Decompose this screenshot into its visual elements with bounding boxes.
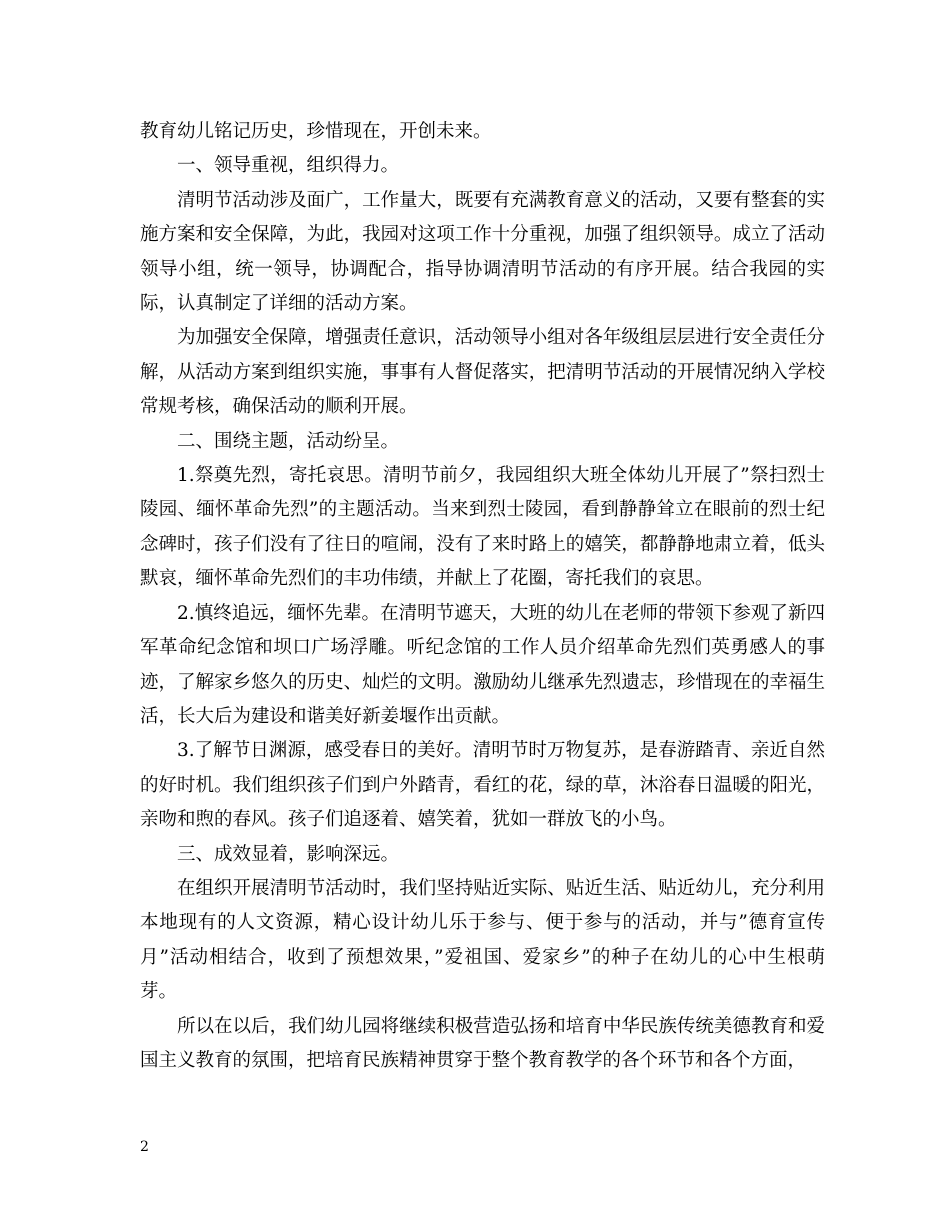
section-heading-1: 一、领导重视，组织得力。 (177, 155, 400, 177)
document-body (140, 115, 825, 1078)
paragraph-item-1: 1.祭奠先烈，寄托哀思。清明节前夕，我园组织大班全体幼儿开展了”祭扫烈士陵园、缅怀革命先烈”的主题活动。当来到烈士陵园，看到静静耸立在眼前的烈士纪念碑时，孩子们没有了往日的喧闹，没有了来时路上的嬉笑，都静静地肃立着，低头默哀，缅怀革命先烈们的丰功伟绩，并献上了花圈，寄托我们的哀思。 (140, 465, 825, 590)
paragraph-intro-closing: 教育幼儿铭记历史，珍惜现在，开创未来。 (140, 121, 492, 142)
paragraph-item-2: 2.慎终追远，缅怀先辈。在清明节遮天，大班的幼儿在老师的带领下参观了新四军革命纪念馆和坝口广场浮雕。听纪念馆的工作人员介绍革命先烈们英勇感人的事迹，了解家乡悠久的历史、灿烂的文明。激励幼儿继承先烈遗志，珍惜现在的幸福生活，长大后为建设和谐美好新姜堰作出贡献。 (140, 602, 825, 727)
section-heading-2: 二、围绕主题，活动纷呈。 (177, 430, 400, 452)
page-number: 2 (140, 1139, 149, 1155)
paragraph-organization: 清明节活动涉及面广，工作量大，既要有充满教育意义的活动，又要有整套的实施方案和安全保障，为此，我园对这项工作十分重视，加强了组织领导。成立了活动领导小组，统一领导，协调配合，指导协调清明节活动的有序开展。结合我园的实际，认真制定了详细的活动方案。 (140, 189, 825, 315)
paragraph-item-3: 3.了解节日渊源，感受春日的美好。清明节时万物复苏，是春游踏青、亲近自然的好时机。我们组织孩子们到户外踏青，看红的花，绿的草，沐浴春日温暖的阳光，亲吻和煦的春风。孩子们追逐着、嬉笑着，犹如一群放飞的小鸟。 (140, 740, 825, 831)
paragraph-safety: 为加强安全保障，增强责任意识，活动领导小组对各年级组层层进行安全责任分解，从活动方案到组织实施，事事有人督促落实，把清明节活动的开展情况纳入学校常规考核，确保活动的顺利开展。 (140, 327, 825, 418)
section-heading-3: 三、成效显着，影响深远。 (177, 843, 400, 865)
paragraph-results: 在组织开展清明节活动时，我们坚持贴近实际、贴近生活、贴近幼儿，充分利用本地现有的人文资源，精心设计幼儿乐于参与、便于参与的活动，并与”德育宣传月”活动相结合，收到了预想效果，”爱祖国、爱家乡”的种子在幼儿的心中生根萌芽。 (140, 877, 825, 1003)
paragraph-future: 所以在以后，我们幼儿园将继续积极营造弘扬和培育中华民族传统美德教育和爱国主义教育的氛围，把培育民族精神贯穿于整个教育教学的各个环节和各个方面， (140, 1015, 825, 1071)
